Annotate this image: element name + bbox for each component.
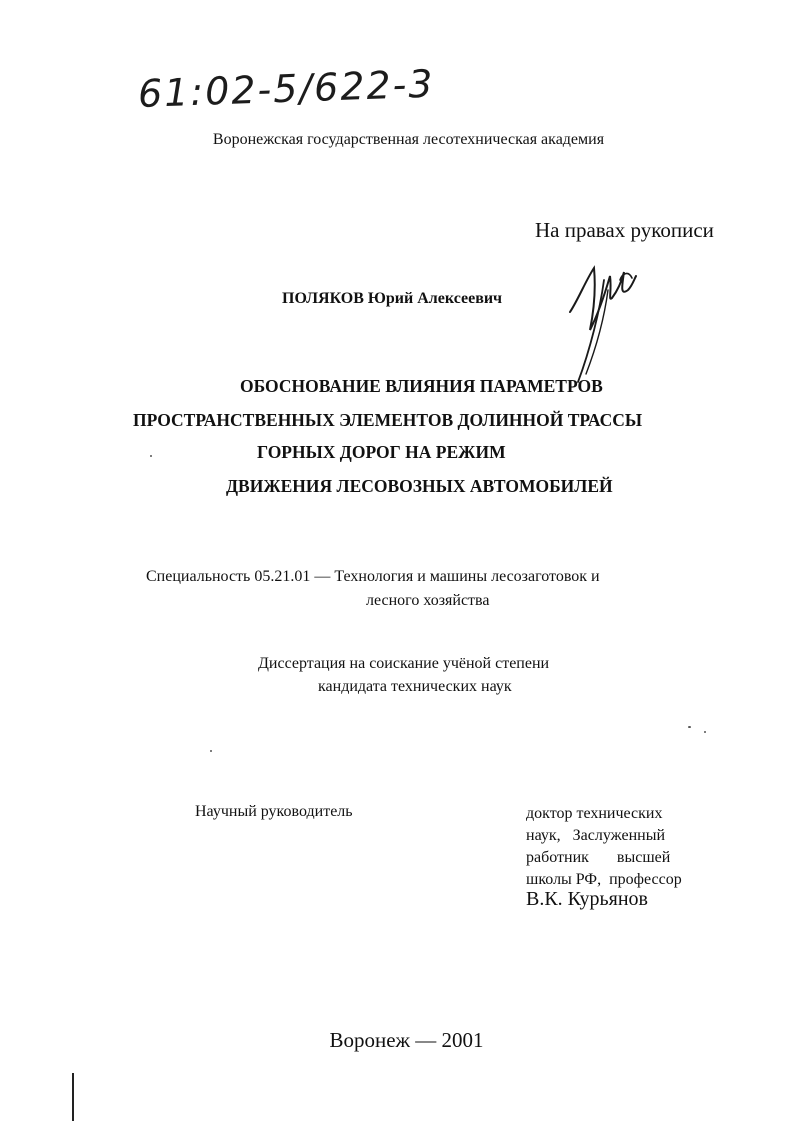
scan-edge-line: [72, 1073, 74, 1121]
manuscript-note: На правах рукописи: [535, 218, 714, 242]
dissertation-line-1: Диссертация на соискание учёной степени: [258, 655, 550, 672]
supervisor-info-line-3: работник высшей: [526, 849, 671, 866]
city-year: Воронеж — 2001: [329, 1028, 484, 1052]
supervisor-info-line-1: доктор технических: [526, 805, 663, 822]
title-line-3: ГОРНЫХ ДОРОГ НА РЕЖИМ: [257, 442, 506, 462]
archive-mark: 61:02-5/622-3: [137, 61, 436, 116]
supervisor-info-line-2: наук, Заслуженный: [526, 827, 665, 844]
scan-speck: [210, 750, 212, 752]
specialty-line-1: Специальность 05.21.01 — Технология и машины лесозаготовок и: [146, 568, 600, 585]
specialty-line-2: лесного хозяйства: [366, 592, 490, 609]
supervisor-info: [526, 803, 717, 891]
author-name: ПОЛЯКОВ Юрий Алексеевич: [282, 290, 503, 307]
supervisor-info-line-4: школы РФ, профессор: [526, 871, 682, 888]
institution-name: Воронежская государственная лесотехническая академия: [212, 131, 605, 148]
title-line-4: ДВИЖЕНИЯ ЛЕСОВОЗНЫХ АВТОМОБИЛЕЙ: [226, 476, 613, 496]
scan-speck: [150, 455, 152, 457]
scan-speck: [704, 731, 706, 733]
supervisor-label: Научный руководитель: [195, 803, 353, 820]
dissertation-line-2: кандидата технических наук: [318, 678, 512, 695]
title-line-1: ОБОСНОВАНИЕ ВЛИЯНИЯ ПАРАМЕТРОВ: [240, 376, 603, 396]
scan-speck: [688, 726, 691, 728]
supervisor-name: В.К. Курьянов: [526, 888, 648, 910]
title-line-2: ПРОСТРАНСТВЕННЫХ ЭЛЕМЕНТОВ ДОЛИННОЙ ТРАССЫ: [133, 410, 643, 430]
